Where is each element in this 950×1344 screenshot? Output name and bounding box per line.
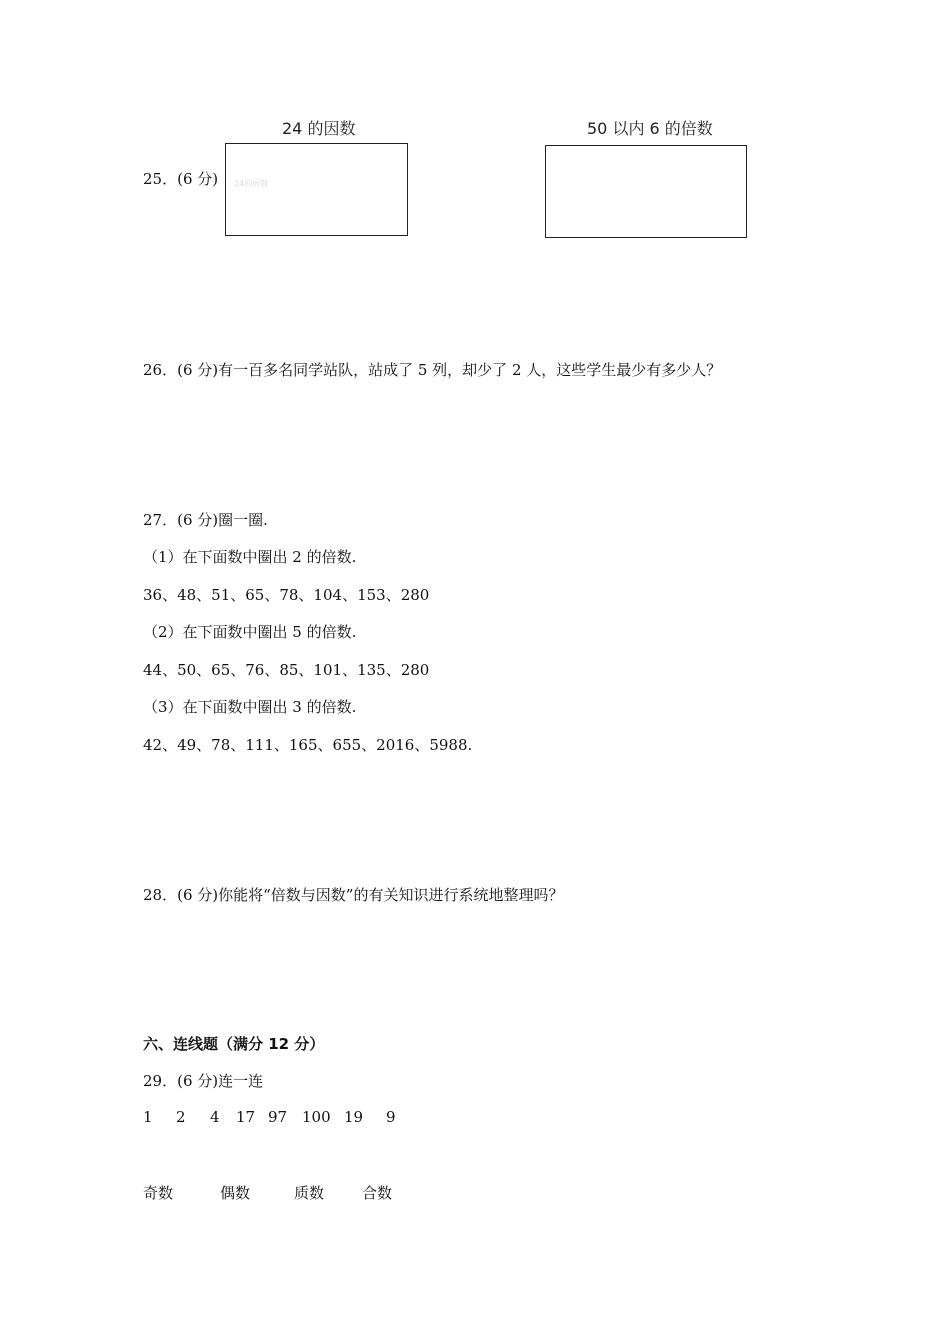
q29-title: 29．(6 分)连一连 <box>143 1072 264 1090</box>
q29-number-3: 4 <box>210 1108 220 1126</box>
q29-category-even: 偶数 <box>220 1184 251 1202</box>
q29-number-6: 100 <box>302 1108 331 1126</box>
box1-caption: 24 的因数 <box>282 119 356 138</box>
q27-part1-numbers: 36、48、51、65、78、104、153、280 <box>143 586 430 604</box>
multiples-of-6-box <box>545 145 747 238</box>
q27-part1-instruction: （1）在下面数中圈出 2 的倍数. <box>143 548 357 566</box>
q29-number-5: 97 <box>268 1108 288 1126</box>
q29-number-1: 1 <box>143 1108 153 1126</box>
q28-text: 28．(6 分)你能将“倍数与因数”的有关知识进行系统地整理吗？ <box>143 886 564 904</box>
q27-part3-instruction: （3）在下面数中圈出 3 的倍数. <box>143 698 357 716</box>
q29-category-odd: 奇数 <box>143 1184 174 1202</box>
box1-faint-text: 24的因数 <box>234 179 269 188</box>
q27-title: 27．(6 分)圈一圈. <box>143 511 268 529</box>
q25-label: 25．(6 分) <box>143 170 219 188</box>
q29-category-composite: 合数 <box>362 1184 393 1202</box>
q29-number-2: 2 <box>176 1108 186 1126</box>
section6-heading: 六、连线题（满分 12 分） <box>143 1035 325 1053</box>
q27-part2-numbers: 44、50、65、76、85、101、135、280 <box>143 661 430 679</box>
q29-number-8: 9 <box>386 1108 396 1126</box>
box2-caption: 50 以内 6 的倍数 <box>587 119 713 138</box>
q29-category-prime: 质数 <box>294 1184 325 1202</box>
q26-text: 26．(6 分)有一百多名同学站队，站成了 5 列，却少了 2 人，这些学生最少有多少人？ <box>143 361 722 379</box>
q29-number-4: 17 <box>236 1108 256 1126</box>
q29-number-7: 19 <box>344 1108 364 1126</box>
factors-of-24-box <box>225 143 408 236</box>
q27-part2-instruction: （2）在下面数中圈出 5 的倍数. <box>143 623 357 641</box>
q27-part3-numbers: 42、49、78、111、165、655、2016、5988. <box>143 736 473 754</box>
